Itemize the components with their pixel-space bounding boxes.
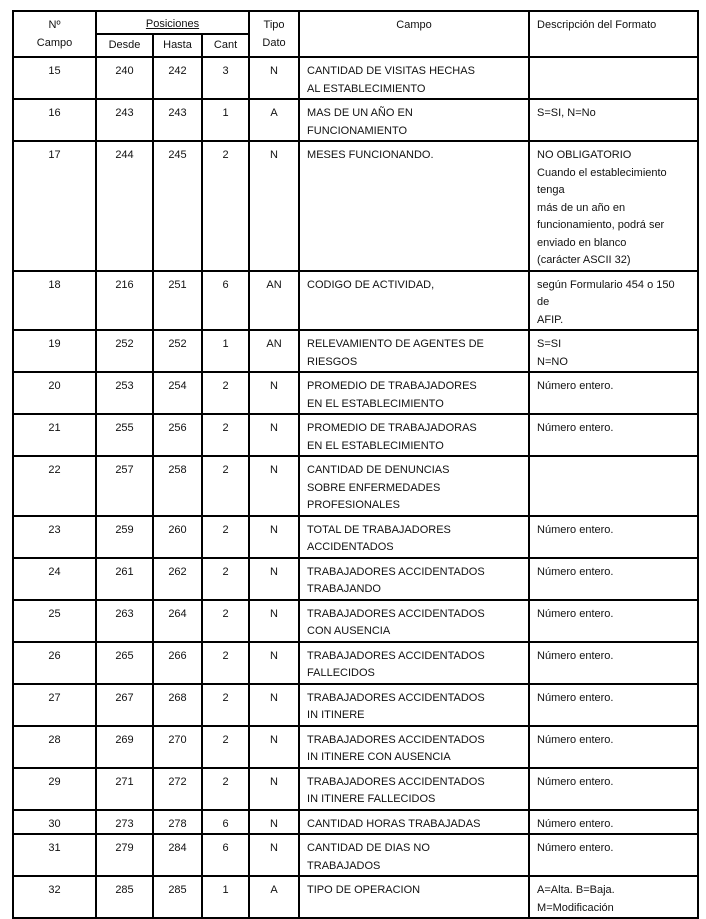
- hasta-cell: 264: [153, 600, 202, 642]
- tipo-dato-cell: N: [249, 600, 299, 642]
- hasta-cell: 256: [153, 414, 202, 456]
- descripcion-line: S=SI: [537, 338, 562, 350]
- desde-cell: 285: [96, 876, 153, 918]
- descripcion-line: AFIP.: [537, 313, 564, 326]
- cant-cell: 1: [202, 99, 249, 141]
- tipo-dato-cell: N: [249, 726, 299, 768]
- hasta-cell: 285: [153, 876, 202, 918]
- desde-cell: 279: [96, 834, 153, 876]
- campo-line: CODIGO DE ACTIVIDAD,: [307, 278, 435, 291]
- cant-cell: 2: [202, 768, 249, 810]
- descripcion-cell: [529, 57, 698, 99]
- nro-campo-cell: 27: [13, 684, 96, 726]
- table-row: [13, 558, 698, 600]
- campo-line: EN EL ESTABLECIMIENTO: [307, 439, 444, 452]
- descripcion-line: M=Modificación: [537, 901, 614, 914]
- header-posiciones: [96, 11, 249, 34]
- campo-cell: [299, 600, 529, 642]
- campo-cell: [299, 372, 529, 414]
- nro-campo-cell: 31: [13, 834, 96, 876]
- desde-cell: 259: [96, 516, 153, 558]
- descripcion-line: A=Alta. B=Baja.: [537, 884, 615, 896]
- header-tipo-label: Tipo: [263, 19, 285, 31]
- campo-cell: [299, 810, 529, 835]
- nro-campo-cell: 26: [13, 642, 96, 684]
- hasta-cell: 260: [153, 516, 202, 558]
- hasta-cell: 270: [153, 726, 202, 768]
- cant-cell: 3: [202, 57, 249, 99]
- tipo-dato-cell: N: [249, 768, 299, 810]
- hasta-cell: 278: [153, 810, 202, 835]
- desde-cell: 271: [96, 768, 153, 810]
- tipo-dato-cell: N: [249, 414, 299, 456]
- descripcion-line: Número entero.: [537, 523, 614, 536]
- nro-campo-cell: 29: [13, 768, 96, 810]
- campo-cell: [299, 726, 529, 768]
- desde-cell: 265: [96, 642, 153, 684]
- descripcion-line: NO OBLIGATORIO: [537, 149, 632, 161]
- hasta-cell: 243: [153, 99, 202, 141]
- descripcion-cell: [529, 768, 698, 810]
- desde-cell: 267: [96, 684, 153, 726]
- descripcion-line: Número entero.: [537, 649, 614, 662]
- desde-cell: 216: [96, 271, 153, 331]
- campo-line: CANTIDAD HORAS TRABAJADAS: [307, 817, 481, 830]
- campo-line: RIESGOS: [307, 355, 358, 368]
- campo-line: TOTAL DE TRABAJADORES: [307, 523, 451, 536]
- header-row-1: [13, 11, 698, 34]
- cant-cell: 2: [202, 141, 249, 271]
- campo-line: ACCIDENTADOS: [307, 541, 394, 553]
- campo-line: RELEVAMIENTO DE AGENTES DE: [307, 338, 484, 350]
- campo-line: CANTIDAD DE VISITAS HECHAS: [307, 65, 475, 77]
- descripcion-line: de: [537, 296, 550, 308]
- descripcion-cell: [529, 726, 698, 768]
- campo-line: MAS DE UN AÑO EN: [307, 107, 413, 119]
- table-row: [13, 834, 698, 876]
- hasta-cell: 272: [153, 768, 202, 810]
- table-row: [13, 456, 698, 516]
- descripcion-cell: [529, 141, 698, 271]
- descripcion-line: Número entero.: [537, 733, 614, 746]
- campo-line: EN EL ESTABLECIMIENTO: [307, 397, 444, 410]
- nro-campo-cell: 16: [13, 99, 96, 141]
- header-cant-label: Cant: [213, 39, 238, 51]
- campo-line: TIPO DE OPERACION: [307, 884, 421, 896]
- table-row: [13, 642, 698, 684]
- descripcion-line: Número entero.: [537, 422, 614, 434]
- descripcion-cell: [529, 876, 698, 918]
- descripcion-cell: [529, 456, 698, 516]
- descripcion-line: Número entero.: [537, 775, 614, 788]
- campo-cell: [299, 558, 529, 600]
- table-row: [13, 810, 698, 835]
- campo-line: TRABAJADORES ACCIDENTADOS: [307, 733, 485, 746]
- cant-cell: 2: [202, 726, 249, 768]
- tipo-dato-cell: N: [249, 642, 299, 684]
- tipo-dato-cell: A: [249, 876, 299, 918]
- tipo-dato-cell: A: [249, 99, 299, 141]
- cant-cell: 2: [202, 516, 249, 558]
- table-row: [13, 516, 698, 558]
- nro-campo-cell: 17: [13, 141, 96, 271]
- descripcion-cell: [529, 516, 698, 558]
- nro-campo-cell: 23: [13, 516, 96, 558]
- descripcion-line: enviado en blanco: [537, 236, 627, 249]
- nro-campo-cell: 21: [13, 414, 96, 456]
- cant-cell: 2: [202, 456, 249, 516]
- cant-cell: 2: [202, 558, 249, 600]
- hasta-cell: 245: [153, 141, 202, 271]
- table-row: [13, 768, 698, 810]
- campo-cell: [299, 330, 529, 372]
- campo-line: IN ITINERE FALLECIDOS: [307, 793, 436, 805]
- descripcion-line: Número entero.: [537, 691, 614, 704]
- nro-campo-cell: 30: [13, 810, 96, 835]
- table-row: [13, 876, 698, 918]
- descripcion-cell: [529, 684, 698, 726]
- descripcion-cell: [529, 372, 698, 414]
- header-posiciones-label: Posiciones: [145, 18, 200, 30]
- tipo-dato-cell: N: [249, 57, 299, 99]
- tipo-dato-cell: N: [249, 516, 299, 558]
- table-row: [13, 600, 698, 642]
- desde-cell: 243: [96, 99, 153, 141]
- campo-line: CON AUSENCIA: [307, 625, 391, 637]
- descripcion-line: funcionamiento, podrá ser: [537, 219, 665, 231]
- campo-line: CANTIDAD DE DENUNCIAS: [307, 464, 450, 476]
- table-row: [13, 57, 698, 99]
- campo-line: SOBRE ENFERMEDADES: [307, 481, 441, 494]
- header-nro-label: Nº: [48, 19, 61, 31]
- campo-cell: [299, 876, 529, 918]
- campo-cell: [299, 516, 529, 558]
- campo-line: FALLECIDOS: [307, 667, 375, 679]
- campo-cell: [299, 99, 529, 141]
- descripcion-cell: [529, 558, 698, 600]
- descripcion-line: Número entero.: [537, 380, 614, 392]
- cant-cell: 6: [202, 271, 249, 331]
- nro-campo-cell: 28: [13, 726, 96, 768]
- descripcion-cell: [529, 810, 698, 835]
- nro-campo-cell: 20: [13, 372, 96, 414]
- nro-campo-cell: 24: [13, 558, 96, 600]
- header-campo: [299, 11, 529, 57]
- tipo-dato-cell: N: [249, 810, 299, 835]
- campo-line: TRABAJADORES ACCIDENTADOS: [307, 775, 485, 788]
- descripcion-line: Cuando el establecimiento: [537, 166, 667, 179]
- nro-campo-cell: 22: [13, 456, 96, 516]
- cant-cell: 2: [202, 372, 249, 414]
- hasta-cell: 252: [153, 330, 202, 372]
- hasta-cell: 262: [153, 558, 202, 600]
- header-campo-label: Campo: [36, 36, 73, 49]
- header-tipo-dato: [249, 11, 299, 57]
- header-hasta: [153, 34, 202, 57]
- desde-cell: 269: [96, 726, 153, 768]
- campo-cell: [299, 141, 529, 271]
- tipo-dato-cell: N: [249, 372, 299, 414]
- table-row: [13, 414, 698, 456]
- desde-cell: 253: [96, 372, 153, 414]
- campo-line: TRABAJADORES ACCIDENTADOS: [307, 691, 485, 704]
- header-desde-label: Desde: [108, 39, 141, 51]
- descripcion-line: Número entero.: [537, 565, 614, 578]
- campo-cell: [299, 57, 529, 99]
- campo-line: MESES FUNCIONANDO.: [307, 149, 434, 161]
- campo-line: CANTIDAD DE DIAS NO: [307, 842, 430, 854]
- tipo-dato-cell: AN: [249, 271, 299, 331]
- descripcion-line: según Formulario 454 o 150: [537, 278, 675, 291]
- campo-line: FUNCIONAMIENTO: [307, 124, 408, 137]
- table-row: [13, 372, 698, 414]
- campo-line: TRABAJADORES ACCIDENTADOS: [307, 649, 485, 662]
- descripcion-line: Número entero.: [537, 817, 614, 830]
- desde-cell: 273: [96, 810, 153, 835]
- hasta-cell: 268: [153, 684, 202, 726]
- table-row: [13, 271, 698, 331]
- descripcion-line: S=SI, N=No: [537, 107, 596, 119]
- campo-line: PROFESIONALES: [307, 499, 400, 511]
- desde-cell: 261: [96, 558, 153, 600]
- campo-cell: [299, 684, 529, 726]
- cant-cell: 2: [202, 684, 249, 726]
- cant-cell: 2: [202, 600, 249, 642]
- descripcion-line: Número entero.: [537, 607, 614, 620]
- campo-line: PROMEDIO DE TRABAJADORAS: [307, 422, 477, 434]
- campo-line: IN ITINERE: [307, 709, 365, 721]
- campo-line: TRABAJADORES ACCIDENTADOS: [307, 607, 485, 620]
- campo-cell: [299, 414, 529, 456]
- hasta-cell: 258: [153, 456, 202, 516]
- field-format-table: [12, 10, 699, 919]
- tipo-dato-cell: N: [249, 141, 299, 271]
- hasta-cell: 251: [153, 271, 202, 331]
- descripcion-cell: [529, 414, 698, 456]
- header-campo-title: Campo: [396, 19, 432, 31]
- cant-cell: 6: [202, 834, 249, 876]
- header-desde: [96, 34, 153, 57]
- cant-cell: 6: [202, 810, 249, 835]
- table-row: [13, 684, 698, 726]
- tipo-dato-cell: N: [249, 834, 299, 876]
- campo-line: PROMEDIO DE TRABAJADORES: [307, 380, 477, 392]
- campo-cell: [299, 642, 529, 684]
- descripcion-line: (carácter ASCII 32): [537, 254, 631, 266]
- hasta-cell: 284: [153, 834, 202, 876]
- nro-campo-cell: 15: [13, 57, 96, 99]
- descripcion-line: tenga: [537, 184, 565, 196]
- campo-line: TRABAJADOS: [307, 859, 381, 872]
- descripcion-line: N=NO: [537, 355, 568, 368]
- table-row: [13, 99, 698, 141]
- table-row: [13, 726, 698, 768]
- descripcion-cell: [529, 271, 698, 331]
- cant-cell: 2: [202, 414, 249, 456]
- header-hasta-label: Hasta: [163, 39, 192, 51]
- desde-cell: 255: [96, 414, 153, 456]
- header-descripcion-label: Descripción del Formato: [537, 19, 657, 31]
- cant-cell: 1: [202, 876, 249, 918]
- desde-cell: 257: [96, 456, 153, 516]
- campo-cell: [299, 271, 529, 331]
- desde-cell: 244: [96, 141, 153, 271]
- descripcion-cell: [529, 99, 698, 141]
- descripcion-line: Número entero.: [537, 842, 614, 854]
- tipo-dato-cell: N: [249, 684, 299, 726]
- tipo-dato-cell: N: [249, 456, 299, 516]
- hasta-cell: 266: [153, 642, 202, 684]
- descripcion-cell: [529, 642, 698, 684]
- desde-cell: 252: [96, 330, 153, 372]
- descripcion-line: más de un año en: [537, 201, 626, 214]
- campo-line: IN ITINERE CON AUSENCIA: [307, 751, 451, 763]
- campo-line: AL ESTABLECIMIENTO: [307, 82, 426, 95]
- cant-cell: 2: [202, 642, 249, 684]
- hasta-cell: 242: [153, 57, 202, 99]
- nro-campo-cell: 32: [13, 876, 96, 918]
- header-nro-campo: [13, 11, 96, 57]
- campo-cell: [299, 834, 529, 876]
- desde-cell: 263: [96, 600, 153, 642]
- cant-cell: 1: [202, 330, 249, 372]
- hasta-cell: 254: [153, 372, 202, 414]
- nro-campo-cell: 25: [13, 600, 96, 642]
- nro-campo-cell: 19: [13, 330, 96, 372]
- header-cant: [202, 34, 249, 57]
- tipo-dato-cell: AN: [249, 330, 299, 372]
- campo-cell: [299, 456, 529, 516]
- descripcion-cell: [529, 834, 698, 876]
- desde-cell: 240: [96, 57, 153, 99]
- campo-line: TRABAJANDO: [307, 583, 381, 595]
- table-row: [13, 141, 698, 271]
- nro-campo-cell: 18: [13, 271, 96, 331]
- tipo-dato-cell: N: [249, 558, 299, 600]
- header-descripcion: [529, 11, 698, 57]
- campo-cell: [299, 768, 529, 810]
- descripcion-cell: [529, 600, 698, 642]
- campo-line: TRABAJADORES ACCIDENTADOS: [307, 565, 485, 578]
- header-dato-label: Dato: [262, 36, 286, 49]
- table-body: [13, 57, 698, 918]
- table-row: [13, 330, 698, 372]
- descripcion-cell: [529, 330, 698, 372]
